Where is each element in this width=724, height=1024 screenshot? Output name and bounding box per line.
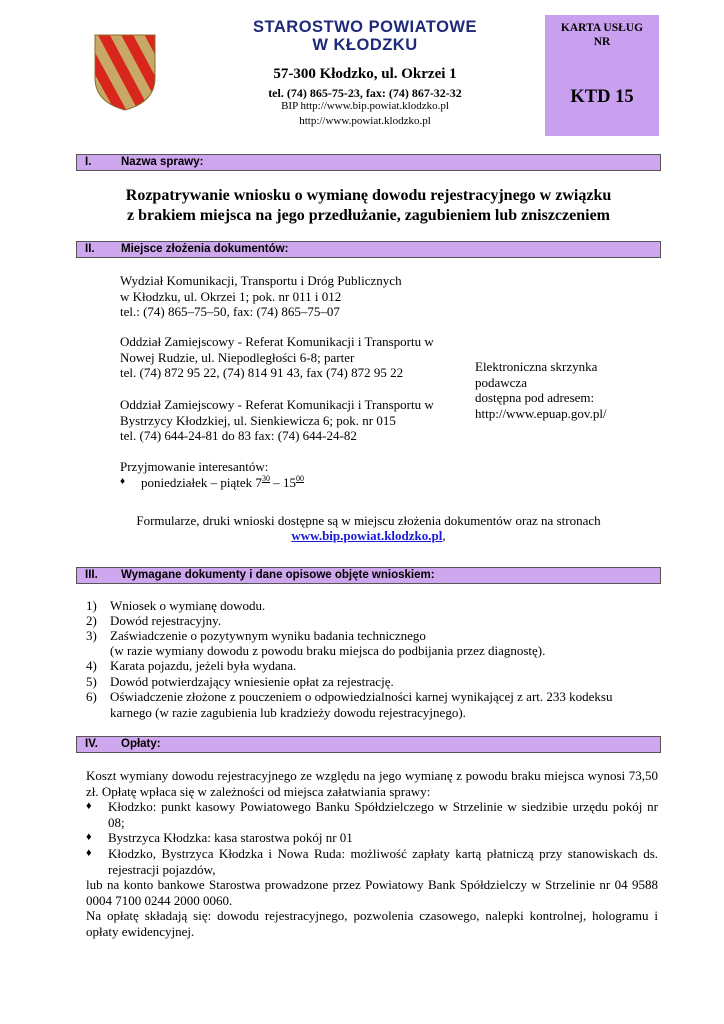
section-title: Nazwa sprawy: [121, 156, 204, 168]
office-hours: poniedziałek – piątek $7^{30} - 15^{00}$ [141, 474, 304, 490]
fee-composition: Na opłatę składają się: dowodu rejestracyjnego, pozwolenia czasowego, nalepki kontrolnej, hologramu i opłaty ewidencyjnej. [86, 908, 658, 939]
fee-payment-option: ♦ Kłodzko, Bystrzyca Kłodzka i Nowa Ruda: możliwość zapłaty kartą płatniczą przy stanowiskach ds. rejestracji pojazdów, [86, 846, 658, 877]
section-header-place [76, 241, 661, 258]
section-header-fees [76, 736, 661, 753]
office-address: 57-300 Kłodzko, ul. Okrzei 1 [273, 66, 457, 82]
office-hours-label: Przyjmowanie interesantów: [120, 459, 269, 474]
case-name-line1: Rozpatrywanie wniosku o wymianę dowodu rejestracyjnego w związku [125, 187, 612, 204]
section-header-documents [76, 567, 661, 584]
case-name [76, 186, 661, 226]
bullet-icon: ♦ [120, 476, 126, 487]
bip-url[interactable]: BIP http://www.bip.powiat.klodzko.pl [281, 100, 449, 112]
office-name-line2: W KŁODZKU [312, 36, 418, 54]
website-url[interactable]: http://www.powiat.klodzko.pl [299, 115, 431, 127]
section-number: II. [85, 243, 95, 255]
fees-intro: Koszt wymiany dowodu rejestracyjnego ze względu na jego wymianę z powodu braku miejsca wynosi 73,50 zł. Opłatę wpłaca się w zależności od miejsca załatwiania sprawy: [86, 768, 658, 799]
epuap-url[interactable]: http://www.epuap.gov.pl/ [475, 405, 607, 421]
forms-link-line: www.bip.powiat.klodzko.pl, [291, 528, 446, 543]
address-line: Oddział Zamiejscowy - Referat Komunikacji i Transportu w [120, 334, 434, 349]
section-number: III. [85, 569, 98, 581]
epuap-line: podawcza [475, 374, 527, 390]
address-line: w Kłodzku, ul. Okrzei 1; pok. nr 011 i 012 [120, 288, 342, 304]
section-number: IV. [85, 738, 99, 750]
forms-note: Formularze, druki wnioski dostępne są w miejscu złożenia dokumentów oraz na stronach [136, 513, 601, 528]
bullet-icon: ♦ [86, 847, 92, 859]
office-bystrzyca [120, 397, 434, 444]
bullet-icon: ♦ [86, 800, 92, 812]
service-card-label-line1: KARTA USŁUG [560, 22, 644, 34]
office-nowa-ruda [120, 334, 434, 381]
section-header-case-name [76, 154, 661, 171]
case-name-line2: z brakiem miejsca na jego przedłużanie, zagubieniem lub zniszczeniem [126, 207, 611, 224]
office-communication-dept [120, 273, 402, 320]
fee-payment-option: ♦ Bystrzyca Kłodzka: kasa starostwa pokój nr 01 [86, 830, 353, 845]
address-line: Bystrzycy Kłodzkiej, ul. Sienkiewicza 6; pok. nr 015 [120, 412, 396, 428]
epuap-info [475, 359, 607, 421]
bullet-icon: ♦ [86, 831, 92, 843]
section-title: Opłaty: [121, 738, 161, 750]
office-phones: tel. (74) 865-75-23, fax: (74) 867-32-32 [268, 86, 462, 100]
service-card-label-line2: NR [593, 36, 611, 48]
epuap-line: Elektroniczna skrzynka [475, 359, 598, 374]
address-line: Nowej Rudzie, ul. Niepodległości 6-8; parter [120, 349, 355, 365]
service-card-code: KTD 15 [570, 87, 634, 107]
office-name-line1: STAROSTWO POWIATOWE [253, 18, 477, 36]
address-line: tel. (74) 872 95 22, (74) 814 91 43, fax (74) 872 95 22 [120, 365, 404, 380]
fee-payment-option: ♦ Kłodzko: punkt kasowy Powiatowego Banku Spółdzielczego w Strzelinie w siedzibie urzędu pokój nr 08; [86, 799, 658, 830]
epuap-line: dostępna pod adresem: [475, 390, 595, 405]
address-line: Wydział Komunikacji, Transportu i Dróg Publicznych [120, 273, 402, 288]
office-name [200, 18, 530, 54]
section-title: Wymagane dokumenty i dane opisowe objęte wnioskiem: [121, 569, 435, 581]
county-coat-of-arms-icon [94, 34, 156, 111]
address-line: tel. (74) 644-24-81 do 83 fax: (74) 644-24-82 [120, 428, 357, 443]
bip-link[interactable]: www.bip.powiat.klodzko.pl [291, 528, 443, 543]
section-title: Miejsce złożenia dokumentów: [121, 243, 289, 255]
service-card-label [545, 21, 659, 49]
address-line: tel.: (74) 865–75–50, fax: (74) 865–75–07 [120, 304, 340, 319]
section-number: I. [85, 156, 92, 168]
address-line: Oddział Zamiejscowy - Referat Komunikacji i Transportu w [120, 397, 434, 412]
bank-account: lub na konto bankowe Starostwa prowadzone przez Powiatowy Bank Spółdzielczy w Strzelinie nr 04 9588 0004 7100 0244 2000 0060. [86, 877, 658, 908]
